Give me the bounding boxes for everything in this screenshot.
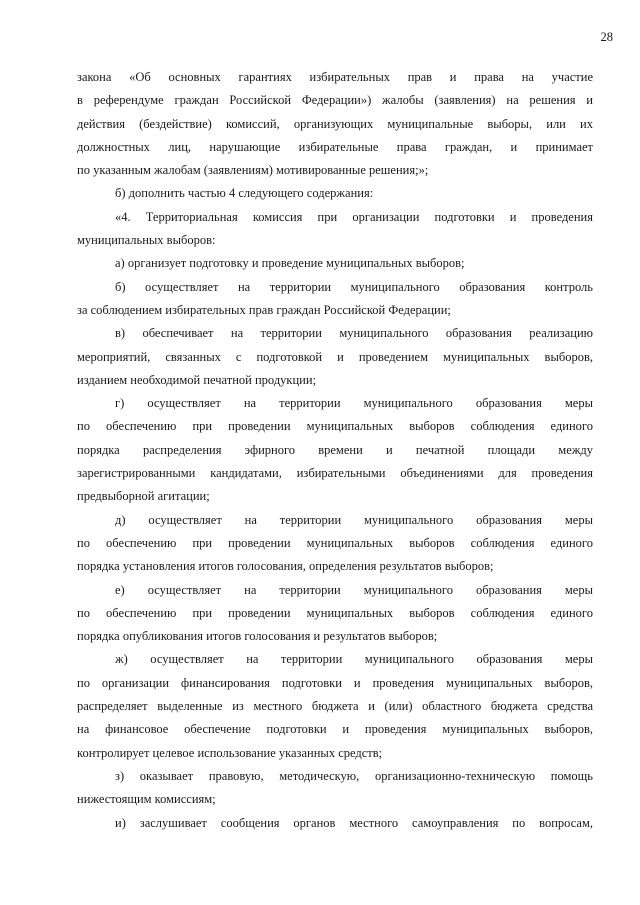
text-line: закона «Об основных гарантиях избирательных прав и права на участие [77, 70, 593, 84]
text-line: по организации финансирования подготовки и проведения муниципальных выборов, [77, 675, 593, 690]
paragraph [77, 579, 593, 649]
text-line: должностных лиц, нарушающие избирательные права граждан, и принимает [77, 139, 593, 154]
text-line: контролирует целевое использование указанных средств; [77, 745, 383, 760]
paragraph [77, 206, 593, 253]
text-line: предвыборной агитации; [77, 489, 210, 504]
text-line: порядка опубликования итогов голосования и результатов выборов; [77, 629, 438, 644]
text-line: по обеспечению при проведении муниципальных выборов соблюдения единого [77, 605, 593, 620]
text-line: по обеспечению при проведении муниципальных выборов соблюдения единого [77, 419, 593, 434]
text-line: в) обеспечивает на территории муниципального образования реализацию [115, 326, 593, 341]
text-line: б) осуществляет на территории муниципального образования контроль [115, 279, 593, 294]
paragraph [77, 392, 593, 508]
text-line: нижестоящим комиссиям; [77, 792, 216, 807]
paragraph [77, 765, 593, 812]
paragraph [77, 648, 593, 764]
text-line: за соблюдением избирательных прав граждан Российской Федерации; [77, 302, 451, 317]
text-line: д) осуществляет на территории муниципального образования меры [115, 512, 593, 527]
paragraph [77, 252, 593, 275]
text-line: в референдуме граждан Российской Федерации») жалобы (заявления) на решения и [77, 93, 593, 108]
text-line: по обеспечению при проведении муниципальных выборов соблюдения единого [77, 535, 593, 550]
text-line: зарегистрированными кандидатами, избирательными объединениями для проведения [77, 466, 593, 481]
paragraph [77, 182, 593, 205]
text-line: на финансовое обеспечение подготовки и проведения муниципальных выборов, [77, 722, 593, 737]
paragraph [77, 509, 593, 579]
text-line: распределяет выделенные из местного бюджета и (или) областного бюджета средства [77, 699, 593, 714]
text-line: муниципальных выборов: [77, 233, 216, 248]
text-line: порядка установления итогов голосования, определения результатов выборов; [77, 559, 494, 574]
paragraph [77, 276, 593, 323]
paragraph [77, 322, 593, 392]
text-line: и) заслушивает сообщения органов местного самоуправления по вопросам, [115, 815, 593, 830]
paragraph [77, 66, 593, 182]
text-line: «4. Территориальная комиссия при организации подготовки и проведения [115, 209, 593, 224]
page-number: 28 [600, 30, 613, 44]
text-line: з) оказывает правовую, методическую, организационно-техническую помощь [115, 768, 593, 783]
text-line: б) дополнить частью 4 следующего содержания: [115, 186, 374, 201]
body-text [77, 66, 593, 835]
paragraph [77, 812, 593, 835]
text-line: действия (бездействие) комиссий, организующих муниципальные выборы, или их [77, 116, 593, 131]
text-line: г) осуществляет на территории муниципального образования меры [115, 396, 593, 411]
text-line: изданием необходимой печатной продукции; [77, 372, 317, 387]
text-line: ж) осуществляет на территории муниципального образования меры [115, 652, 593, 667]
text-line: мероприятий, связанных с подготовкой и проведением муниципальных выборов, [77, 349, 593, 364]
text-line: е) осуществляет на территории муниципального образования меры [115, 582, 593, 597]
text-line: а) организует подготовку и проведение муниципальных выборов; [115, 256, 465, 271]
text-line: порядка распределения эфирного времени и печатной площади между [77, 442, 593, 457]
text-line: по указанным жалобам (заявлениям) мотивированные решения;»; [77, 163, 429, 178]
